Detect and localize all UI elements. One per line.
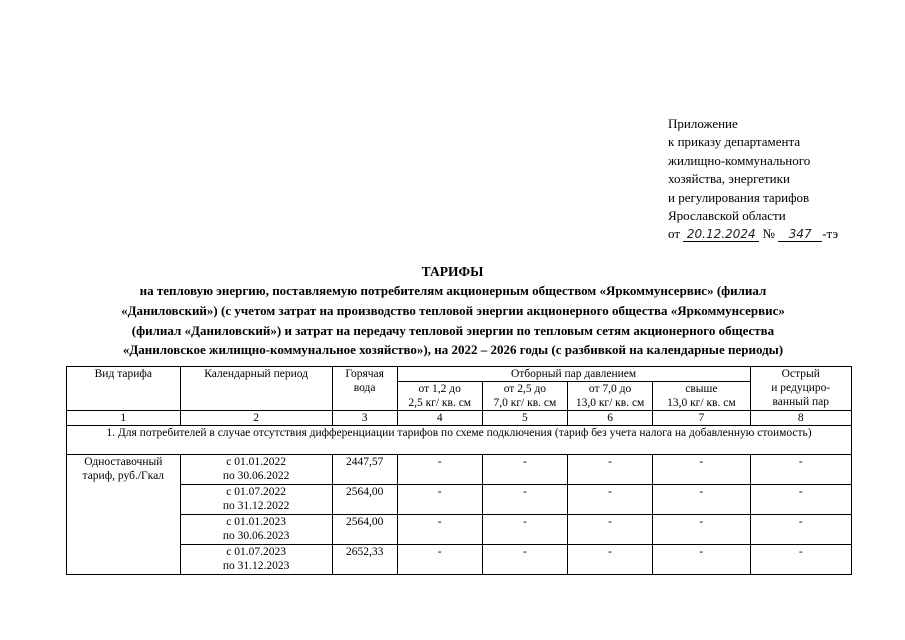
column-number: 3 [332,411,397,426]
period-cell: с 01.01.2022 по 30.06.2022 [180,455,332,485]
hot-water-cell: 2652,33 [332,545,397,575]
document-subtitle [58,281,848,360]
header-tariff-type: Вид тарифа [67,367,181,411]
value-cell: - [653,545,750,575]
column-number-row [67,411,852,426]
value-cell: - [397,545,482,575]
period-cell: с 01.01.2023 по 30.06.2023 [180,515,332,545]
value-cell: - [567,455,652,485]
table-row [67,515,852,545]
value-cell: - [653,455,750,485]
header-steam-4: свыше 13,0 кг/ кв. см [653,382,750,411]
value-cell: - [397,515,482,545]
column-number: 4 [397,411,482,426]
period-cell: с 01.07.2022 по 31.12.2022 [180,485,332,515]
appendix-line: и регулирования тарифов [668,189,810,205]
value-cell: - [653,485,750,515]
value-cell: - [750,485,851,515]
hot-water-cell: 2564,00 [332,515,397,545]
value-cell: - [397,485,482,515]
column-number: 1 [67,411,181,426]
table-row [67,485,852,515]
column-number: 2 [180,411,332,426]
period-cell: с 01.07.2023 по 31.12.2023 [180,545,332,575]
value-cell: - [482,455,567,485]
value-cell: - [482,545,567,575]
value-cell: - [750,515,851,545]
hot-water-cell: 2447,57 [332,455,397,485]
subtitle-line: (филиал «Даниловский») и затрат на передачу тепловой энергии по тепловым сетям акционерного общества [131,322,775,338]
value-cell: - [482,515,567,545]
value-cell: - [482,485,567,515]
order-line [668,225,893,243]
column-number: 5 [482,411,567,426]
appendix-line: Приложение [668,116,738,131]
appendix-line: жилищно-коммунального [668,152,811,168]
subtitle-line: «Даниловский») (с учетом затрат на производство тепловой энергии акционерного общества «Яркоммунсервис» [121,302,785,318]
tariff-table [66,366,852,575]
value-cell: - [567,515,652,545]
order-date: 20.12.2024 [683,228,759,242]
tariff-type-cell: Одноставочный тариф, руб./Гкал [67,455,181,575]
header-sharp-steam: Острый и редуциро- ванный пар [750,367,851,411]
value-cell: - [750,455,851,485]
header-steam: Отборный пар давлением [397,367,750,382]
header-steam-2: от 2,5 до 7,0 кг/ кв. см [482,382,567,411]
column-number: 6 [567,411,652,426]
column-number: 8 [750,411,851,426]
section-heading: 1. Для потребителей в случае отсутствия дифференциации тарифов по схеме подключения (тариф без учета налога на добавленную стоимость) [67,426,852,455]
hot-water-cell: 2564,00 [332,485,397,515]
value-cell: - [750,545,851,575]
header-hot-water: Горячая вода [332,367,397,411]
appendix-line: к приказу департамента [668,134,801,150]
value-cell: - [653,515,750,545]
order-number-label: № [762,226,775,242]
header-steam-1: от 1,2 до 2,5 кг/ кв. см [397,382,482,411]
appendix-line: хозяйства, энергетики [668,171,790,187]
order-suffix: -тэ [822,226,839,242]
order-prefix: от [668,226,681,242]
order-number: 347 [778,228,822,242]
subtitle-line: на тепловую энергию, поставляемую потребителям акционерным обществом «Яркоммунсервис» (филиал [139,283,767,298]
table-row [67,545,852,575]
appendix-block [668,115,893,244]
value-cell: - [567,485,652,515]
header-steam-3: от 7,0 до 13,0 кг/ кв. см [567,382,652,411]
header-row [67,367,852,382]
document-title: ТАРИФЫ [421,264,484,279]
subtitle-line: «Даниловское жилищно-коммунальное хозяйство»), на 2022 – 2026 годы (с разбивкой на календарные периоды) [122,342,784,358]
column-number: 7 [653,411,750,426]
header-period: Календарный период [180,367,332,411]
value-cell: - [397,455,482,485]
value-cell: - [567,545,652,575]
table-row [67,455,852,485]
appendix-line: Ярославской области [668,208,786,224]
section-row [67,426,852,455]
